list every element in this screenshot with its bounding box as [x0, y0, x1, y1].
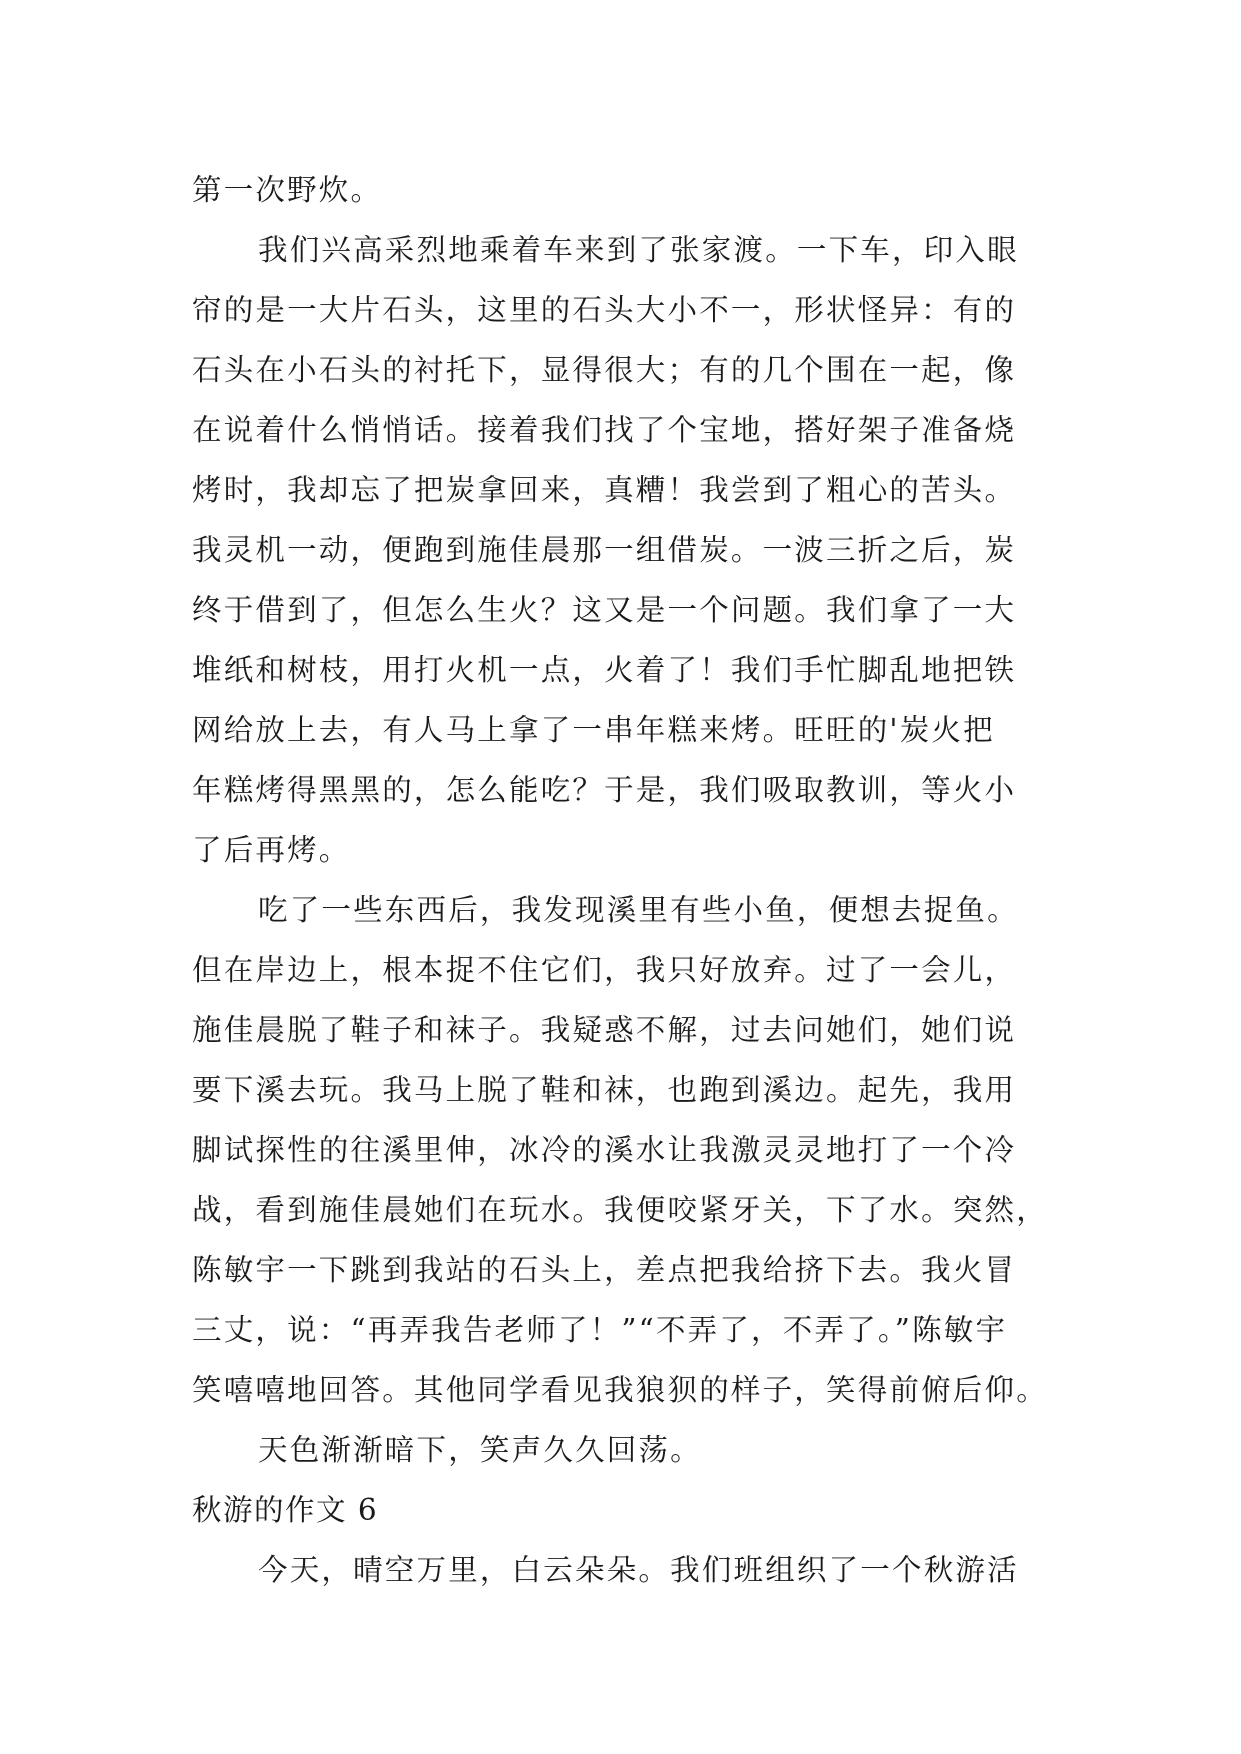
text-line: 施佳晨脱了鞋子和袜子。我疑惑不解，过去问她们，她们说 — [192, 1013, 1017, 1047]
paragraph-first-line: 我们兴高采烈地乘着车来到了张家渡。一下车，印入眼 — [258, 233, 1019, 267]
text-line: 要下溪去玩。我马上脱了鞋和袜，也跑到溪边。起先，我用 — [192, 1073, 1017, 1107]
text-line: 战，看到施佳晨她们在玩水。我便咬紧牙关，下了水。突然， — [192, 1193, 1048, 1227]
text-line: 终于借到了，但怎么生火？这又是一个问题。我们拿了一大 — [192, 593, 1017, 627]
text-line: 网给放上去，有人马上拿了一串年糕来烤。旺旺的'炭火把 — [192, 713, 995, 747]
text-line: 三丈，说：“再弄我告老师了！”“不弄了，不弄了。”陈敏宇 — [192, 1313, 1008, 1347]
text-line: 年糕烤得黑黑的，怎么能吃？于是，我们吸取教训，等火小 — [192, 773, 1017, 807]
text-line: 笑嘻嘻地回答。其他同学看见我狼狈的样子，笑得前俯后仰。 — [192, 1373, 1048, 1407]
paragraph-first-line: 今天，晴空万里，白云朵朵。我们班组织了一个秋游活 — [258, 1553, 1019, 1587]
paragraph-first-line: 吃了一些东西后，我发现溪里有些小鱼，便想去捉鱼。 — [258, 893, 1019, 927]
text-line: 石头在小石头的衬托下，显得很大；有的几个围在一起，像 — [192, 353, 1017, 387]
text-line: 第一次野炊。 — [192, 173, 383, 207]
text-line: 帘的是一大片石头，这里的石头大小不一，形状怪异：有的 — [192, 293, 1017, 327]
text-line: 陈敏宇一下跳到我站的石头上，差点把我给挤下去。我火冒 — [192, 1253, 1017, 1287]
text-line: 脚试探性的往溪里伸，冰冷的溪水让我激灵灵地打了一个冷 — [192, 1133, 1017, 1167]
text-line: 我灵机一动，便跑到施佳晨那一组借炭。一波三折之后，炭 — [192, 533, 1017, 567]
text-line: 但在岸边上，根本捉不住它们，我只好放弃。过了一会儿， — [192, 953, 1017, 987]
section-heading: 秋游的作文 6 — [192, 1493, 379, 1527]
text-line: 烤时，我却忘了把炭拿回来，真糟！我尝到了粗心的苦头。 — [192, 473, 1017, 507]
paragraph-first-line: 天色渐渐暗下，笑声久久回荡。 — [258, 1433, 702, 1467]
essay-body — [192, 160, 1050, 1600]
text-line: 堆纸和树枝，用打火机一点，火着了！我们手忙脚乱地把铁 — [192, 653, 1017, 687]
text-line: 在说着什么悄悄话。接着我们找了个宝地，搭好架子准备烧 — [192, 413, 1017, 447]
text-line: 了后再烤。 — [192, 833, 351, 867]
